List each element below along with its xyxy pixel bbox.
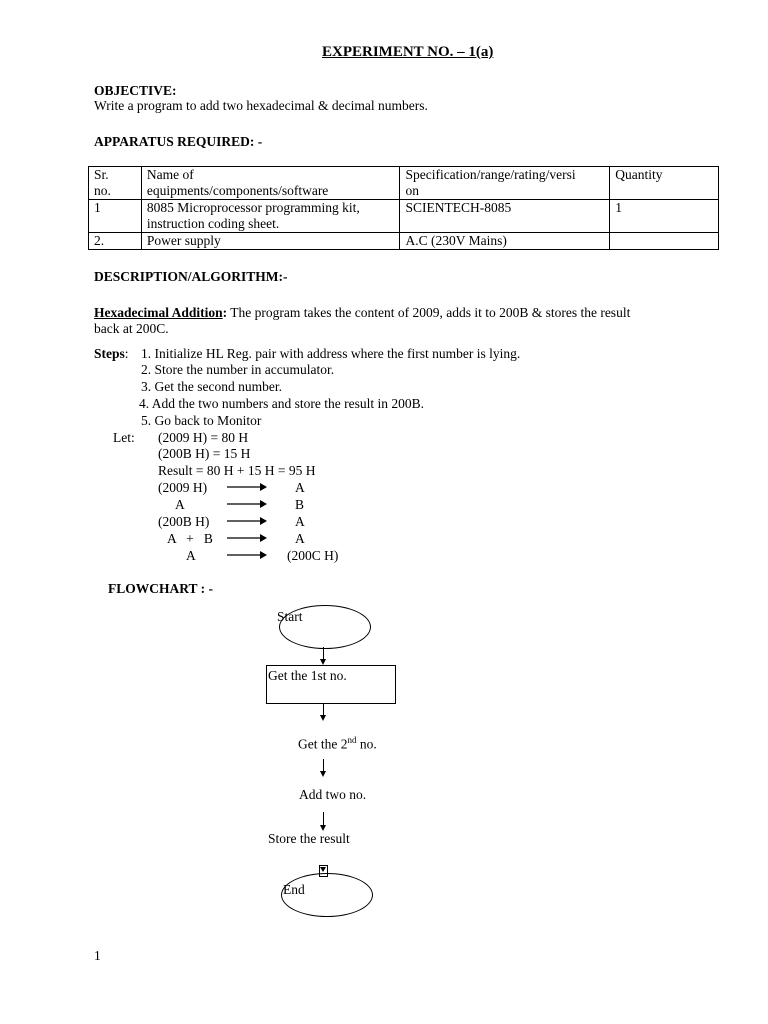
transfer-from: A — [175, 497, 185, 512]
step4-label: Store the result — [268, 831, 350, 846]
arrow-down-icon — [320, 715, 326, 721]
arrow-down-icon — [320, 867, 326, 872]
transfer-from: A — [186, 548, 196, 563]
header-cell-sr: Sr. no. — [89, 167, 142, 200]
hex-addition-text-cont: back at 200C. — [94, 321, 169, 336]
transfer-to: A — [295, 531, 305, 546]
description-heading: DESCRIPTION/ALGORITHM:- — [94, 269, 288, 284]
cell-quantity — [610, 233, 719, 250]
step1-label: Get the 1st no. — [268, 668, 347, 683]
transfer-from: (200B H) — [158, 514, 210, 529]
cell-name: Power supply — [141, 233, 400, 250]
cell-quantity: 1 — [610, 200, 719, 233]
objective-heading: OBJECTIVE: — [94, 83, 177, 98]
transfer-to: A — [295, 480, 305, 495]
transfer-arrow-icon — [226, 514, 268, 532]
transfer-from: A + B — [167, 531, 213, 546]
step2-label: Get the 2nd no. — [298, 735, 377, 752]
header-cell-quantity: Quantity — [610, 167, 719, 200]
hex-addition-colon: : — [222, 305, 228, 320]
cell-name: 8085 Microprocessor programming kit, instruction coding sheet. — [141, 200, 400, 233]
cell-spec: SCIENTECH-8085 — [400, 200, 610, 233]
end-label: End — [283, 882, 305, 897]
table-header-row — [89, 167, 719, 200]
hex-addition-paragraph — [94, 305, 630, 321]
apparatus-table — [88, 166, 719, 250]
cell-sr: 2. — [89, 233, 142, 250]
let-line: (200B H) = 15 H — [158, 446, 251, 461]
transfer-arrow-icon — [226, 531, 268, 549]
page-number: 1 — [94, 948, 101, 963]
arrow-down-icon — [320, 771, 326, 777]
header-cell-name: Name of equipments/components/software — [141, 167, 400, 200]
transfer-arrow-icon — [226, 497, 268, 515]
cell-spec: A.C (230V Mains) — [400, 233, 610, 250]
transfer-to: A — [295, 514, 305, 529]
flow-connector — [323, 812, 324, 826]
let-line: (2009 H) = 80 H — [158, 430, 249, 445]
transfer-arrow-icon — [226, 548, 268, 566]
flowchart-heading: FLOWCHART : - — [108, 581, 214, 596]
transfer-to: (200C H) — [287, 548, 339, 563]
hex-addition-text: The program takes the content of 2009, adds it to 200B & stores the result — [227, 305, 631, 320]
apparatus-heading: APPARATUS REQUIRED: - — [94, 134, 263, 149]
step-item: 5. Go back to Monitor — [141, 413, 262, 428]
step-item: 4. Add the two numbers and store the result in 200B. — [139, 396, 424, 411]
let-line: Result = 80 H + 15 H = 95 H — [158, 463, 316, 478]
cell-sr: 1 — [89, 200, 142, 233]
page-title: EXPERIMENT NO. – 1(a) — [322, 44, 494, 60]
step-item: 1. Initialize HL Reg. pair with address where the first number is lying. — [141, 346, 521, 361]
start-label: Start — [277, 609, 303, 624]
objective-text: Write a program to add two hexadecimal & decimal numbers. — [94, 98, 428, 113]
steps-label: Steps: — [94, 346, 129, 361]
transfer-to: B — [295, 497, 305, 512]
transfer-from: (2009 H) — [158, 480, 208, 495]
step3-label: Add two no. — [299, 787, 367, 802]
table-row — [89, 233, 719, 250]
let-label: Let: — [113, 430, 135, 445]
hex-addition-label: Hexadecimal Addition — [94, 305, 223, 320]
header-cell-spec: Specification/range/rating/versi on — [400, 167, 610, 200]
step-item: 3. Get the second number. — [141, 379, 282, 394]
transfer-arrow-icon — [226, 480, 268, 498]
table-row — [89, 200, 719, 233]
step-item: 2. Store the number in accumulator. — [141, 362, 335, 377]
